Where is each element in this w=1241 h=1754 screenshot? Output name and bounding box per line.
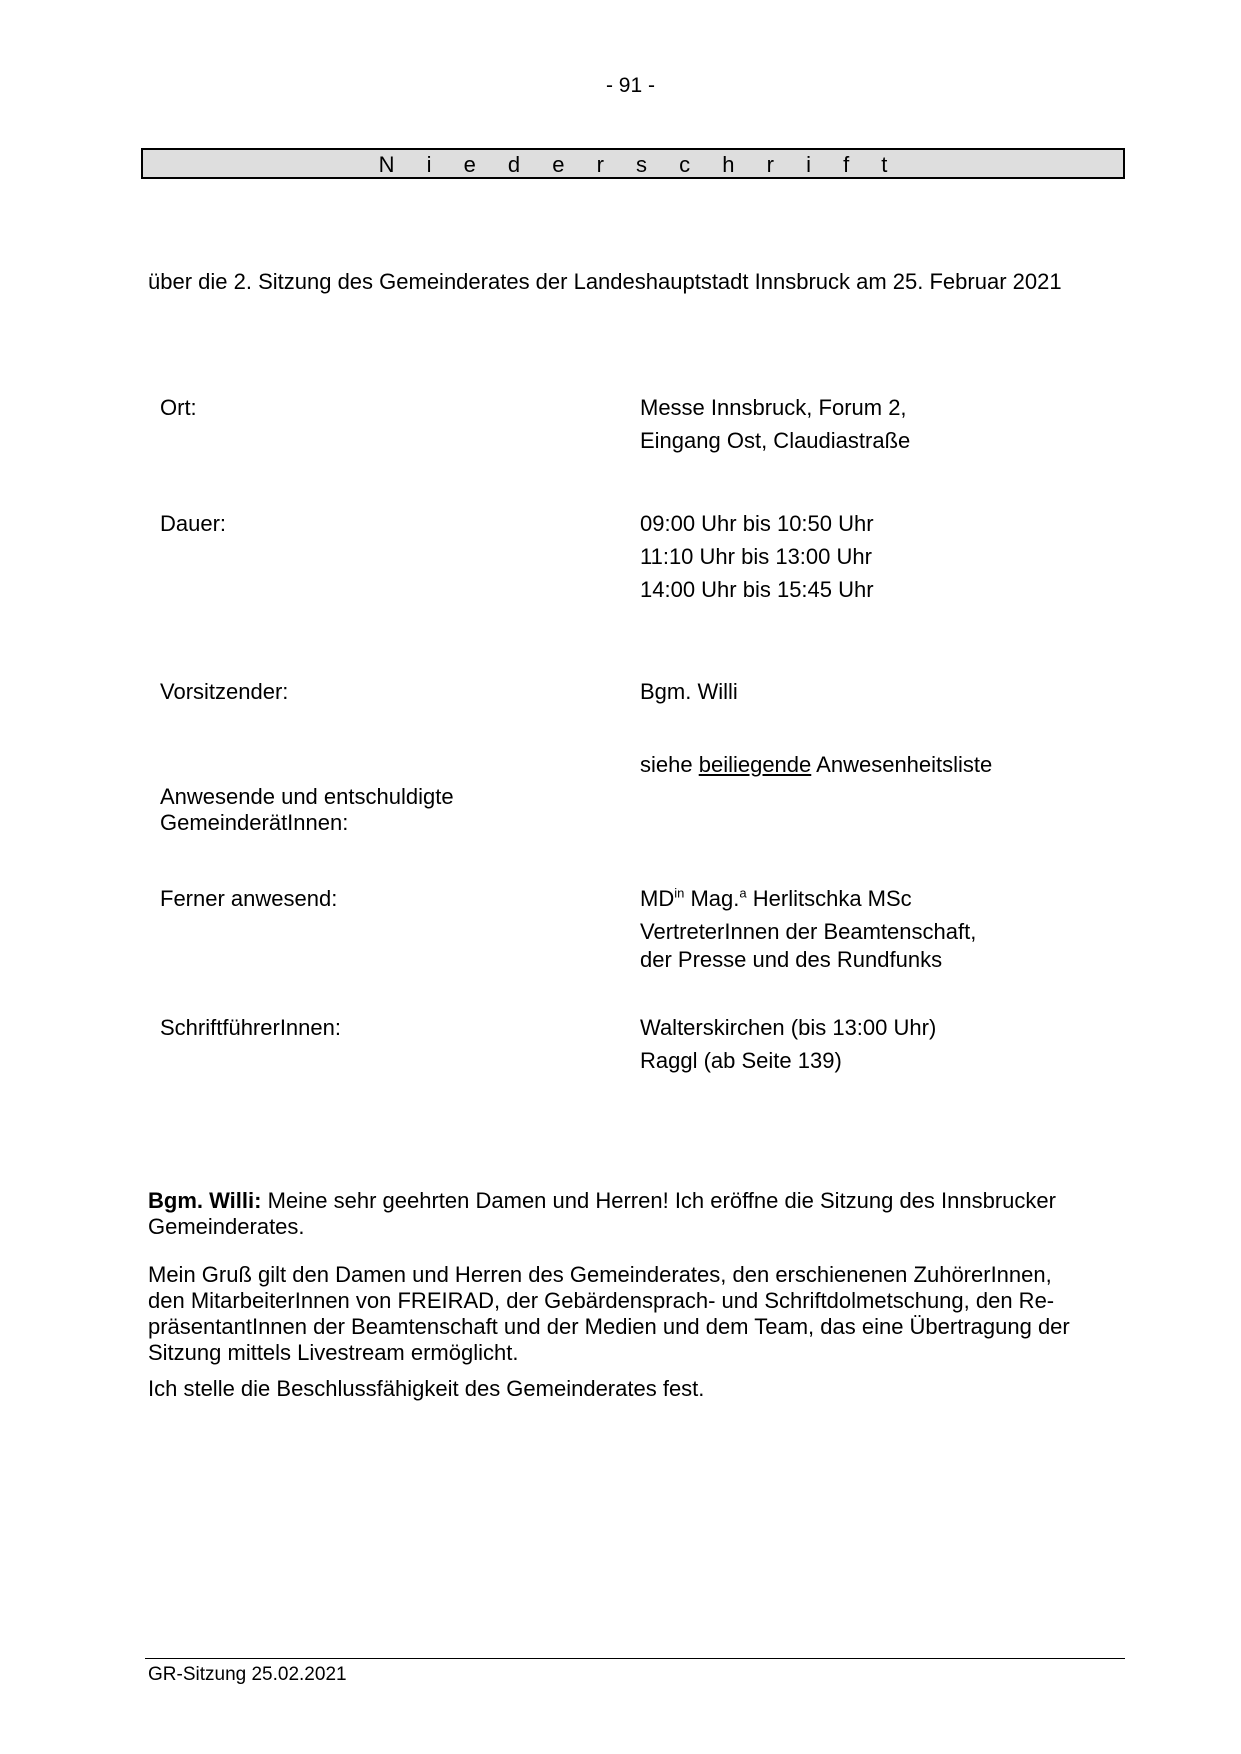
anwesende-underlined: beiliegende xyxy=(698,752,812,777)
footer-text: GR-Sitzung 25.02.2021 xyxy=(148,1664,347,1685)
document-title: N i e d e r s c h r i f t xyxy=(141,148,1125,179)
page-number: - 91 - xyxy=(605,74,655,97)
schrift-line-2: Raggl (ab Seite 139) xyxy=(640,1048,842,1073)
greeting-line-1: Mein Gruß gilt den Damen und Herren des Gemeinderates, den erschienenen ZuhörerInnen, xyxy=(148,1262,1052,1287)
speech-greeting xyxy=(148,1262,1128,1366)
speech-opening xyxy=(148,1188,1128,1240)
dauer-line-1: 09:00 Uhr bis 10:50 Uhr xyxy=(640,511,874,536)
anwesende-label-line-1: Anwesende und entschuldigte xyxy=(160,784,454,809)
ort-line-1: Messe Innsbruck, Forum 2, xyxy=(640,395,907,420)
anwesende-prefix: siehe xyxy=(640,752,693,777)
dauer-value xyxy=(640,511,874,610)
ferner-line-3: der Presse und des Rundfunks xyxy=(640,947,943,972)
anwesende-label-line-2: GemeinderätInnen: xyxy=(160,810,349,835)
ort-label: Ort: xyxy=(160,395,197,420)
greeting-line-3: präsentantInnen der Beamtenschaft und der Medien und dem Team, das eine Übertragung der xyxy=(148,1314,1070,1339)
ort-value xyxy=(640,395,910,461)
greeting-line-2: den MitarbeiterInnen von FREIRAD, der Gebärdensprach- und Schriftdolmetschung, den Re- xyxy=(148,1288,1055,1313)
vorsitzender-value xyxy=(640,679,738,712)
anwesende-label xyxy=(160,784,454,836)
anwesende-value xyxy=(640,752,992,785)
intro-line: über die 2. Sitzung des Gemeinderates der Landeshauptstadt Innsbruck am 25. Februar 2021 xyxy=(148,269,1062,294)
ferner-name: Herlitschka MSc xyxy=(752,886,912,911)
greeting-line-4: Sitzung mittels Livestream ermöglicht. xyxy=(148,1340,519,1365)
anwesende-suffix: Anwesenheitsliste xyxy=(816,752,993,777)
ferner-line-2: VertreterInnen der Beamtenschaft, xyxy=(640,919,977,944)
ferner-mag: Mag. xyxy=(690,886,740,911)
schrift-value xyxy=(640,1015,936,1081)
opening-text: Meine sehr geehrten Damen und Herren! Ich eröffne die Sitzung des Innsbrucker Gemeinderates. xyxy=(148,1188,1056,1239)
dauer-line-3: 14:00 Uhr bis 15:45 Uhr xyxy=(640,577,874,602)
speech-closing: Ich stelle die Beschlussfähigkeit des Gemeinderates fest. xyxy=(148,1376,705,1401)
vorsitzender-label: Vorsitzender: xyxy=(160,679,289,704)
dauer-label: Dauer: xyxy=(160,511,227,536)
schrift-line-1: Walterskirchen (bis 13:00 Uhr) xyxy=(640,1015,937,1040)
speaker-name: Bgm. Willi: xyxy=(148,1188,262,1213)
ferner-md: MD xyxy=(640,886,675,911)
schrift-label: SchriftführerInnen: xyxy=(160,1015,341,1040)
ort-line-2: Eingang Ost, Claudiastraße xyxy=(640,428,911,453)
ferner-md-sup: in xyxy=(674,885,685,901)
ferner-label: Ferner anwesend: xyxy=(160,886,338,911)
dauer-line-2: 11:10 Uhr bis 13:00 Uhr xyxy=(640,544,872,569)
footer-rule xyxy=(145,1658,1125,1659)
ferner-value xyxy=(640,886,976,975)
vorsitzender-name: Bgm. Willi xyxy=(640,679,738,704)
ferner-mag-sup: a xyxy=(739,885,747,901)
